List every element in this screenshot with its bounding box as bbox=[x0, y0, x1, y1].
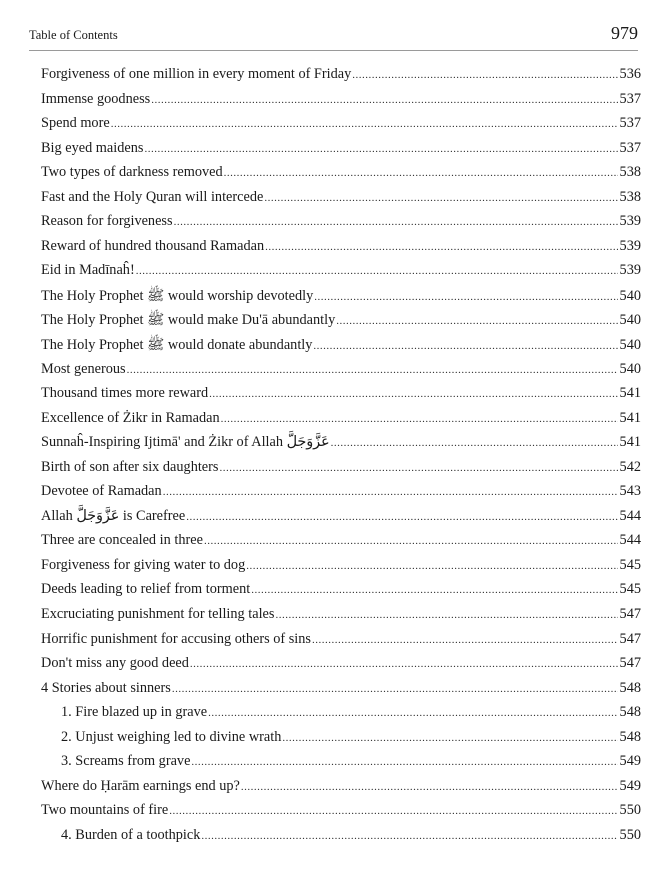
toc-entry-page: 544 bbox=[619, 532, 641, 549]
toc-entry[interactable] bbox=[41, 631, 641, 656]
toc-entry-page: 548 bbox=[619, 679, 641, 696]
dot-leader bbox=[136, 265, 618, 277]
toc-entry-title: Eid in Madīnaĥ! bbox=[41, 262, 135, 279]
dot-leader bbox=[204, 535, 618, 547]
dot-leader bbox=[246, 560, 617, 572]
toc-entry[interactable] bbox=[41, 140, 641, 165]
toc-entry[interactable] bbox=[41, 729, 641, 754]
dot-leader bbox=[219, 462, 617, 474]
dot-leader bbox=[174, 216, 618, 228]
dot-leader bbox=[275, 609, 617, 621]
toc-entry-title: Forgiveness of one million in every moment of Friday bbox=[41, 66, 352, 82]
toc-entry-title: Don't miss any good deed bbox=[41, 655, 189, 672]
toc-entry-title: Spend more bbox=[41, 115, 110, 132]
dot-leader bbox=[331, 437, 618, 449]
dot-leader bbox=[209, 388, 617, 400]
toc-entry[interactable] bbox=[41, 802, 641, 827]
toc-entry[interactable] bbox=[41, 434, 641, 459]
toc-entry-title: Where do Ḥarām earnings end up? bbox=[41, 777, 240, 794]
toc-entry[interactable] bbox=[41, 410, 641, 435]
toc-entry-page: 538 bbox=[619, 188, 641, 205]
toc-entry-page: 548 bbox=[619, 728, 641, 745]
toc-entry[interactable] bbox=[41, 508, 641, 533]
toc-entry-page: 541 bbox=[619, 434, 641, 451]
toc-entry[interactable] bbox=[41, 753, 641, 778]
toc-entry-page: 549 bbox=[619, 753, 641, 770]
toc-entry-title: 3. Screams from grave bbox=[61, 753, 191, 770]
dot-leader bbox=[186, 511, 617, 523]
toc-entry-title: 4 Stories about sinners bbox=[41, 679, 171, 696]
toc-entry[interactable] bbox=[41, 704, 641, 729]
toc-entry-page: 538 bbox=[619, 164, 641, 181]
toc-entry[interactable] bbox=[41, 189, 641, 214]
toc-entry-page: 540 bbox=[619, 337, 641, 354]
toc-entry-title: Sunnaĥ-Inspiring Ijtimā' and Żikr of Allah عَزَّوَجَلَّ bbox=[41, 434, 330, 451]
dot-leader bbox=[282, 732, 617, 744]
toc-entry[interactable] bbox=[41, 361, 641, 386]
dot-leader bbox=[224, 167, 618, 179]
toc-entry-page: 537 bbox=[619, 115, 641, 132]
dot-leader bbox=[264, 192, 617, 204]
dot-leader bbox=[144, 143, 617, 155]
dot-leader bbox=[313, 340, 617, 352]
toc-entry[interactable] bbox=[41, 459, 641, 484]
toc-entry-page: 547 bbox=[619, 630, 641, 647]
dot-leader bbox=[127, 364, 618, 376]
toc-entry-page: 548 bbox=[619, 704, 641, 721]
toc-entry[interactable] bbox=[41, 385, 641, 410]
toc-entry-title: Horrific punishment for accusing others of sins bbox=[41, 630, 311, 647]
toc-entry-page: 539 bbox=[619, 262, 641, 279]
dot-leader bbox=[172, 683, 618, 695]
toc-entry-title: Reason for forgiveness bbox=[41, 213, 173, 230]
toc-entry-title: 2. Unjust weighing led to divine wrath bbox=[61, 728, 282, 745]
toc-entry-title: Immense goodness bbox=[41, 90, 151, 107]
toc-entry-title: Thousand times more reward bbox=[41, 385, 209, 402]
toc-entry[interactable] bbox=[41, 581, 641, 606]
toc-entry-title: Allah عَزَّوَجَلَّ is Carefree bbox=[41, 507, 186, 524]
toc-entry-page: 541 bbox=[619, 385, 641, 402]
toc-entry-page: 540 bbox=[619, 360, 641, 377]
dot-leader bbox=[190, 658, 618, 670]
toc-entry[interactable] bbox=[41, 115, 641, 140]
toc-entry-page: 550 bbox=[619, 802, 641, 819]
toc-entry-title: Forgiveness for giving water to dog bbox=[41, 556, 246, 573]
toc-entry-title: Reward of hundred thousand Ramadan bbox=[41, 237, 265, 254]
toc-entry[interactable] bbox=[41, 655, 641, 680]
toc-entry-page: 541 bbox=[619, 409, 641, 426]
toc-entry-page: 537 bbox=[619, 139, 641, 156]
toc-entry[interactable] bbox=[41, 483, 641, 508]
toc-entry[interactable] bbox=[41, 680, 641, 705]
toc-entry[interactable] bbox=[41, 311, 641, 336]
toc-entry-title: Most generous bbox=[41, 360, 126, 377]
table-of-contents-list bbox=[41, 66, 641, 852]
dot-leader bbox=[265, 241, 617, 253]
page-number: 979 bbox=[611, 23, 638, 43]
toc-entry[interactable] bbox=[41, 557, 641, 582]
dot-leader bbox=[241, 781, 618, 793]
toc-entry-page: 547 bbox=[619, 606, 641, 623]
dot-leader bbox=[191, 756, 617, 768]
toc-entry[interactable] bbox=[41, 213, 641, 238]
toc-entry-title: Deeds leading to relief from torment bbox=[41, 581, 251, 598]
dot-leader bbox=[151, 94, 617, 106]
dot-leader bbox=[201, 830, 617, 842]
toc-entry-title: Excruciating punishment for telling tales bbox=[41, 606, 275, 623]
toc-entry-title: Big eyed maidens bbox=[41, 139, 144, 156]
toc-entry-page: 547 bbox=[619, 655, 641, 672]
toc-entry[interactable] bbox=[41, 91, 641, 116]
toc-entry-title: The Holy Prophet ﷺ would donate abundantly bbox=[41, 337, 313, 354]
toc-entry[interactable] bbox=[41, 827, 641, 852]
toc-entry-page: 539 bbox=[619, 213, 641, 230]
toc-entry-page: 545 bbox=[619, 556, 641, 573]
toc-entry-page: 539 bbox=[619, 237, 641, 254]
toc-entry-page: 544 bbox=[619, 507, 641, 524]
dot-leader bbox=[312, 634, 618, 646]
toc-entry[interactable] bbox=[41, 287, 641, 312]
toc-entry-page: 540 bbox=[619, 287, 641, 304]
toc-entry-title: The Holy Prophet ﷺ would make Du'ā abundantly bbox=[41, 312, 336, 329]
toc-entry-title: Fast and the Holy Quran will intercede bbox=[41, 188, 264, 205]
toc-entry-title: Three are concealed in three bbox=[41, 532, 203, 549]
dot-leader bbox=[336, 315, 617, 327]
toc-entry[interactable] bbox=[41, 532, 641, 557]
dot-leader bbox=[221, 413, 618, 425]
dot-leader bbox=[169, 805, 617, 817]
toc-entry[interactable] bbox=[41, 606, 641, 631]
toc-entry-title: Two types of darkness removed bbox=[41, 164, 223, 181]
toc-entry-page: 540 bbox=[619, 312, 641, 329]
running-header-title: Table of Contents bbox=[29, 28, 118, 42]
toc-entry-page: 549 bbox=[619, 777, 641, 794]
toc-entry-page: 543 bbox=[619, 483, 641, 500]
toc-entry[interactable] bbox=[41, 262, 641, 287]
toc-entry[interactable] bbox=[41, 66, 641, 91]
toc-entry[interactable] bbox=[41, 164, 641, 189]
toc-entry-page: 545 bbox=[619, 581, 641, 598]
dot-leader bbox=[352, 69, 617, 81]
toc-entry-title: Birth of son after six daughters bbox=[41, 458, 219, 475]
dot-leader bbox=[208, 707, 617, 719]
dot-leader bbox=[111, 118, 618, 130]
page-header bbox=[29, 22, 638, 51]
toc-entry-page: 550 bbox=[619, 826, 641, 843]
toc-entry-page: 536 bbox=[619, 66, 641, 82]
toc-entry-title: Devotee of Ramadan bbox=[41, 483, 162, 500]
toc-entry-page: 537 bbox=[619, 90, 641, 107]
dot-leader bbox=[314, 291, 617, 303]
toc-entry-title: Excellence of Żikr in Ramadan bbox=[41, 409, 220, 426]
toc-entry[interactable] bbox=[41, 336, 641, 361]
toc-entry[interactable] bbox=[41, 778, 641, 803]
toc-entry-title: Two mountains of fire bbox=[41, 802, 169, 819]
toc-entry-title: 1. Fire blazed up in grave bbox=[61, 704, 208, 721]
toc-entry-title: 4. Burden of a toothpick bbox=[61, 826, 201, 843]
dot-leader bbox=[163, 486, 618, 498]
dot-leader bbox=[251, 584, 617, 596]
toc-entry[interactable] bbox=[41, 238, 641, 263]
toc-entry-page: 542 bbox=[619, 458, 641, 475]
toc-entry-title: The Holy Prophet ﷺ would worship devotedly bbox=[41, 287, 314, 304]
